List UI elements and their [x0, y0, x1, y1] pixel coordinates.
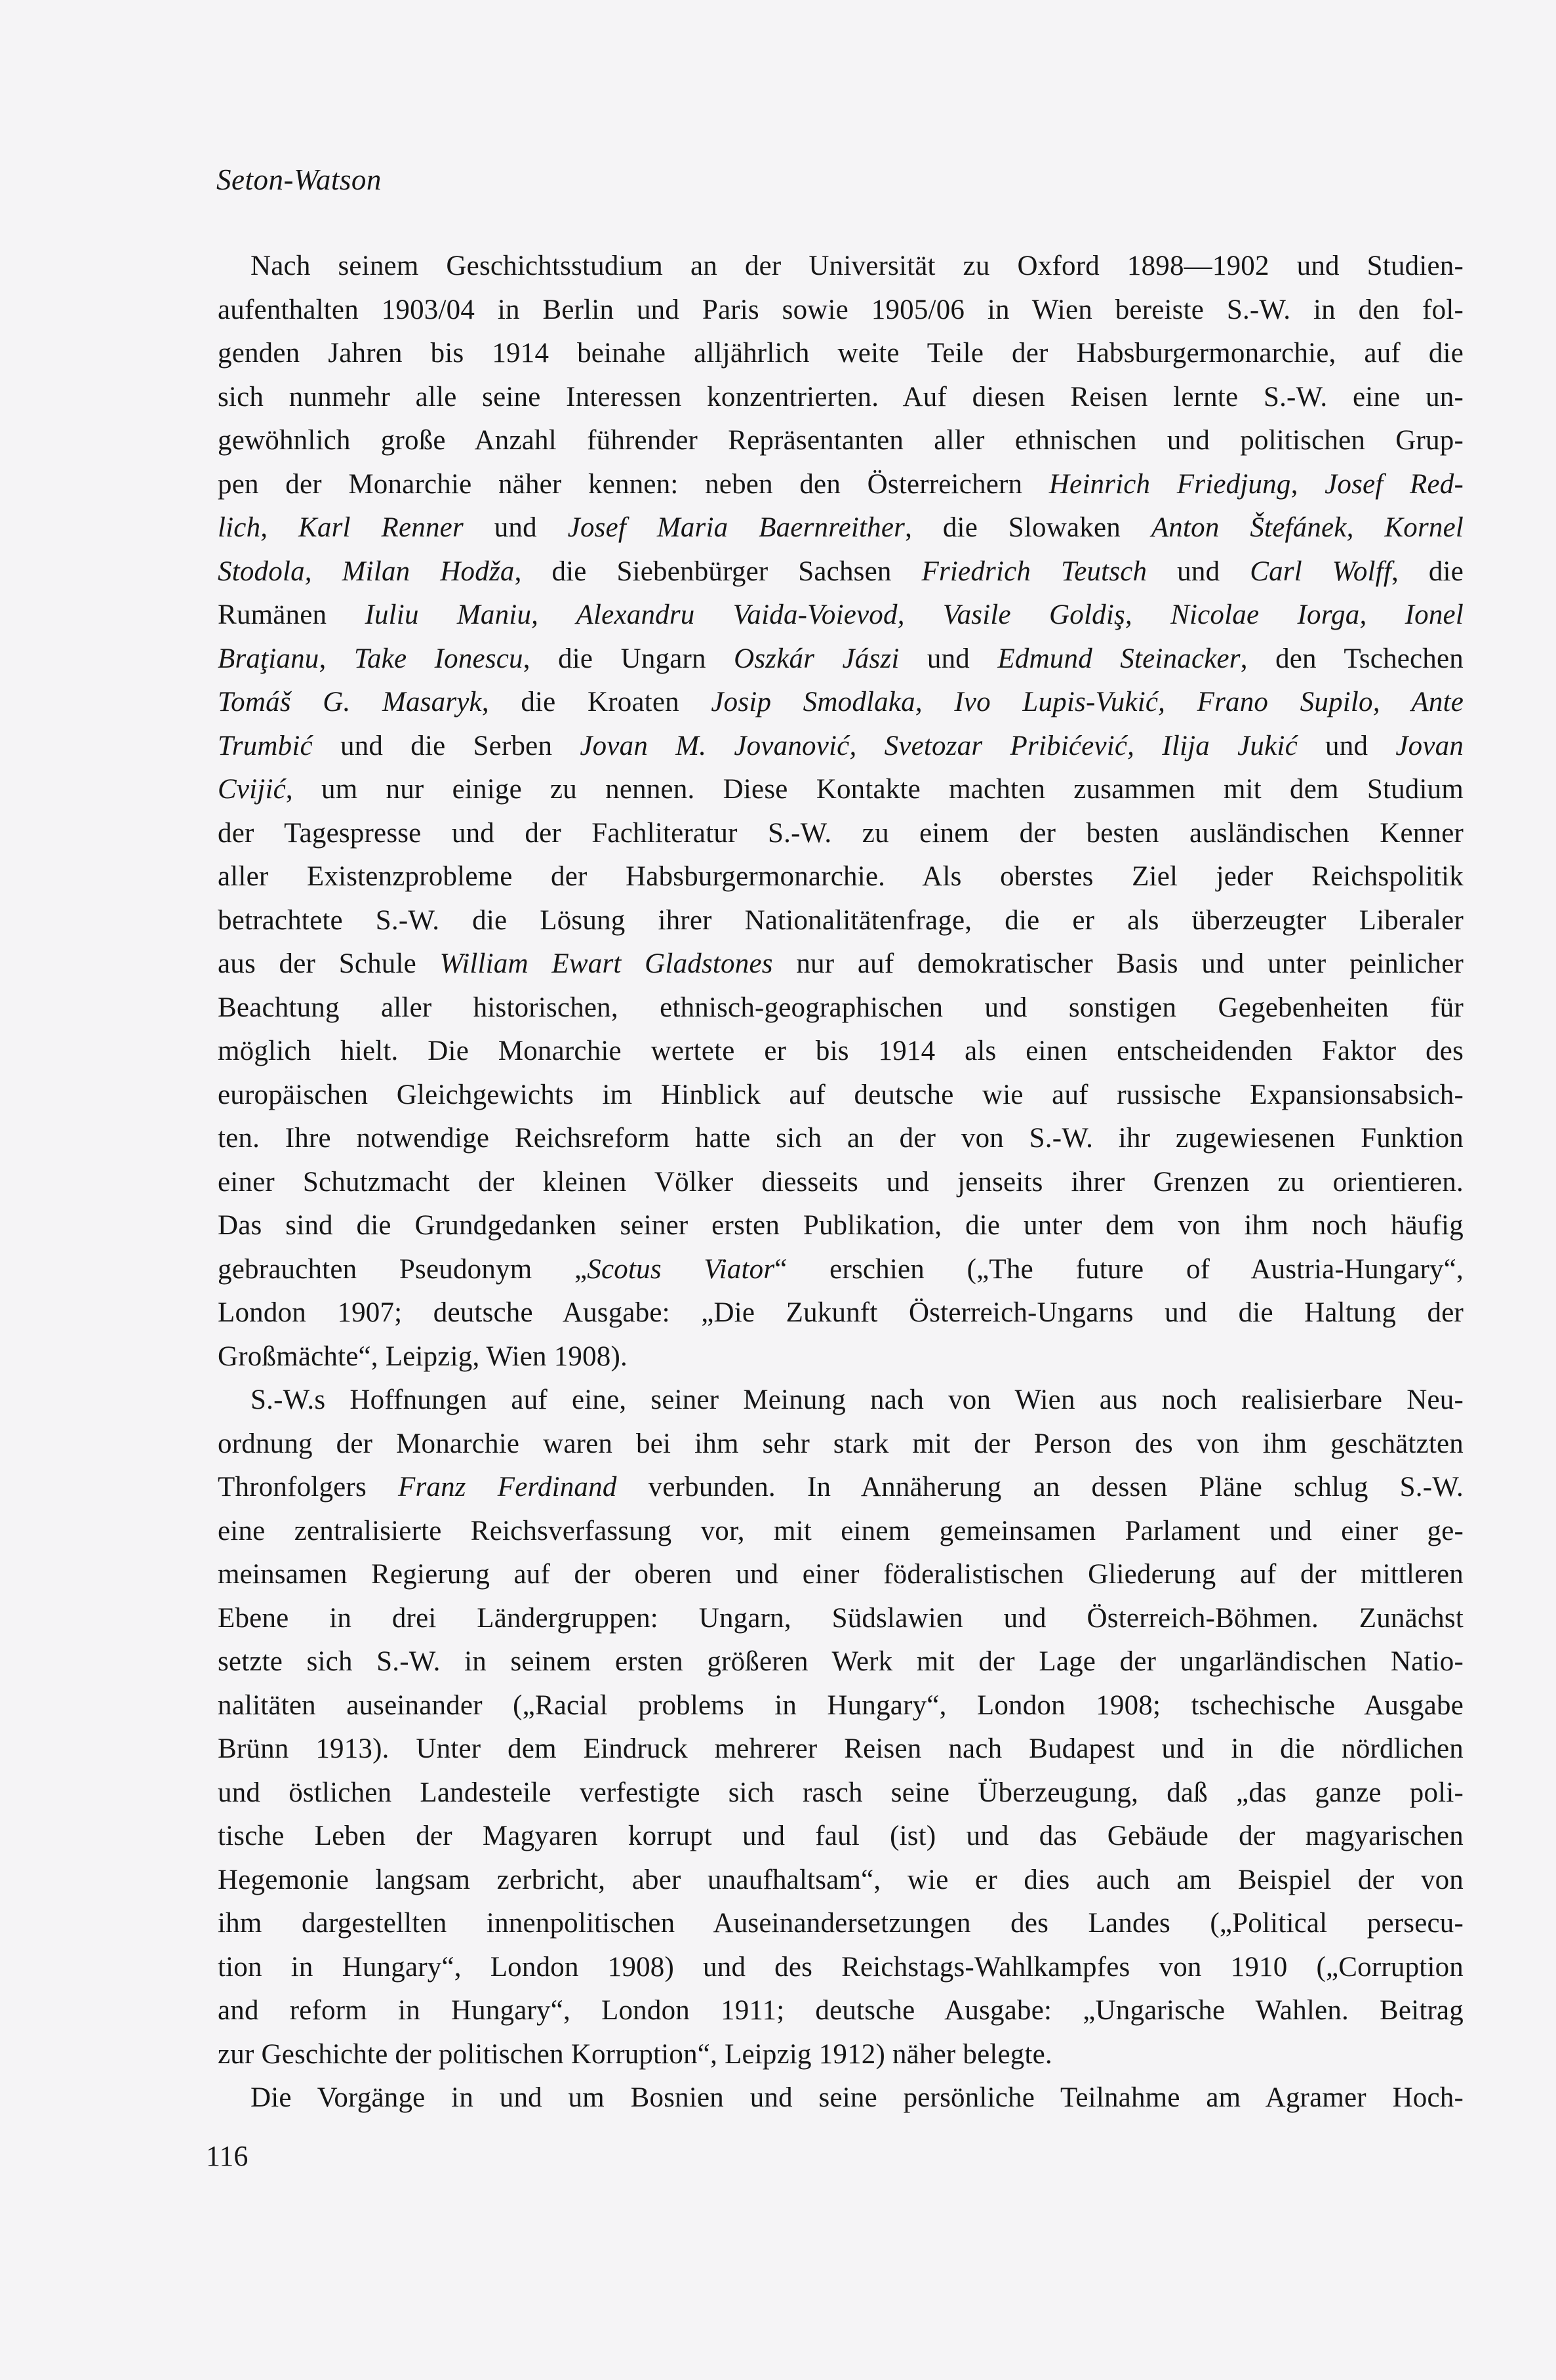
- text-segment: und: [899, 643, 998, 674]
- italic-text-segment: Jovan M. Jovanović, Svetozar Pribićević, Ilija Jukić: [580, 730, 1298, 761]
- text-segment: und die Serben: [312, 730, 580, 761]
- text-segment: ordnung der Monarchie waren bei ihm sehr stark mit der Person des von ihm geschätzten: [218, 1428, 1464, 1459]
- text-segment: , die Ungarn: [523, 643, 734, 674]
- text-line: [218, 1989, 1464, 2033]
- text-line: [218, 855, 1464, 899]
- text-line: [218, 1074, 1464, 1118]
- text-line: [218, 1946, 1464, 1990]
- text-line: [218, 1815, 1464, 1859]
- text-line: [218, 1859, 1464, 1903]
- text-segment: und: [1147, 555, 1250, 587]
- text-segment: S.-W.s Hoffnungen auf eine, seiner Meinung nach von Wien aus noch realisierbare Neu-: [250, 1384, 1464, 1415]
- text-segment: pen der Monarchie näher kennen: neben den Österreichern: [218, 468, 1049, 500]
- text-segment: aller Existenzprobleme der Habsburgermonarchie. Als oberstes Ziel jeder Reichspolitik: [218, 861, 1464, 892]
- text-segment: , die Siebenbürger Sachsen: [514, 555, 922, 587]
- text-line: [218, 1771, 1464, 1815]
- text-segment: verbunden. In Annäherung an dessen Pläne schlug S.-W.: [616, 1472, 1464, 1503]
- text-segment: Die Vorgänge in und um Bosnien und seine persönliche Teilnahme am Agramer Hoch-: [250, 2082, 1464, 2113]
- text-line: [218, 681, 1464, 725]
- text-line: [218, 506, 1464, 550]
- text-block: [218, 245, 1464, 2120]
- text-segment: gewöhnlich große Anzahl führender Repräsentanten aller ethnischen und politischen Grup-: [218, 425, 1464, 456]
- text-segment: , um nur einige zu nennen. Diese Kontakte machten zusammen mit dem Studium: [285, 774, 1464, 805]
- text-segment: setzte sich S.-W. in seinem ersten größeren Werk mit der Lage der ungarländischen Natio-: [218, 1646, 1464, 1677]
- text-segment: und östlichen Landesteile verfestigte sich rasch seine Überzeugung, daß „das ganze poli-: [218, 1777, 1464, 1808]
- text-segment: meinsamen Regierung auf der oberen und einer föderalistischen Gliederung auf der mittleren: [218, 1559, 1464, 1590]
- text-segment: tion in Hungary“, London 1908) und des Reichstags-Wahlkampfes von 1910 („Corruption: [218, 1951, 1464, 1983]
- text-line: [218, 289, 1464, 333]
- page-number: 116: [206, 2140, 249, 2172]
- text-line: [218, 1727, 1464, 1771]
- text-segment: Thronfolgers: [218, 1472, 398, 1503]
- text-line: [218, 1466, 1464, 1510]
- text-segment: Rumänen: [218, 599, 365, 630]
- text-line: [218, 725, 1464, 769]
- text-segment: ten. Ihre notwendige Reichsreform hatte sich an der von S.-W. ihr zugewiesenen Funktion: [218, 1123, 1464, 1154]
- text-segment: sich nunmehr alle seine Interessen konzentrierten. Auf diesen Reisen lernte S.-W. eine un-: [218, 381, 1464, 413]
- text-segment: und: [1297, 730, 1396, 761]
- text-line: [218, 1640, 1464, 1684]
- text-line: [218, 1030, 1464, 1074]
- text-segment: zur Geschichte der politischen Korruption“, Leipzig 1912) näher belegte.: [218, 2038, 1052, 2070]
- text-segment: genden Jahren bis 1914 beinahe alljährlich weite Teile der Habsburgermonarchie, auf die: [218, 338, 1464, 369]
- text-segment: nur auf demokratischer Basis und unter peinlicher: [772, 948, 1464, 979]
- italic-text-segment: Stodola, Milan Hodža: [218, 555, 515, 587]
- text-line: [218, 1248, 1464, 1292]
- italic-text-segment: Jovan: [1395, 730, 1464, 761]
- text-line: [218, 550, 1464, 594]
- text-line: [218, 1553, 1464, 1597]
- italic-text-segment: Franz Ferdinand: [397, 1472, 617, 1503]
- text-segment: , die Slowaken: [905, 512, 1151, 543]
- text-line: [218, 1117, 1464, 1161]
- text-line: [218, 942, 1464, 986]
- text-line: [218, 637, 1464, 681]
- italic-text-segment: Friedrich Teutsch: [921, 555, 1147, 587]
- text-segment: gebrauchten Pseudonym „: [218, 1253, 588, 1285]
- italic-text-segment: William Ewart Gladstones: [439, 948, 773, 979]
- text-segment: , die: [1391, 555, 1464, 587]
- italic-text-segment: Edmund Steinacker: [997, 643, 1241, 674]
- text-segment: Ebene in drei Ländergruppen: Ungarn, Südslawien und Österreich-Böhmen. Zunächst: [218, 1602, 1464, 1634]
- text-segment: Das sind die Grundgedanken seiner ersten Publikation, die unter dem von ihm noch häufig: [218, 1210, 1464, 1241]
- text-segment: Hegemonie langsam zerbricht, aber unaufhaltsam“, wie er dies auch am Beispiel der von: [218, 1864, 1464, 1895]
- italic-text-segment: Braţianu, Take Ionescu: [218, 643, 523, 674]
- text-line: [218, 2033, 1464, 2077]
- text-segment: London 1907; deutsche Ausgabe: „Die Zukunft Österreich-Ungarns und die Haltung der: [218, 1297, 1464, 1328]
- text-line: [218, 245, 1464, 289]
- italic-text-segment: Cvijić: [218, 774, 286, 805]
- text-segment: aufenthalten 1903/04 in Berlin und Paris sowie 1905/06 in Wien bereiste S.-W. in den fol-: [218, 294, 1464, 325]
- text-line: [218, 899, 1464, 943]
- text-segment: einer Schutzmacht der kleinen Völker diesseits und jenseits ihrer Grenzen zu orientieren.: [218, 1166, 1464, 1198]
- text-segment: und: [463, 512, 568, 543]
- running-header: Seton-Watson: [216, 163, 382, 196]
- text-segment: Großmächte“, Leipzig, Wien 1908).: [218, 1341, 628, 1372]
- text-line: [218, 812, 1464, 856]
- text-segment: , den Tschechen: [1240, 643, 1464, 674]
- text-line: [218, 1335, 1464, 1379]
- italic-text-segment: Josip Smodlaka, Ivo Lupis-Vukić, Frano Supilo, Ante: [711, 687, 1464, 717]
- text-line: [218, 463, 1464, 507]
- text-segment: Brünn 1913). Unter dem Eindruck mehrerer Reisen nach Budapest und in die nördlichen: [218, 1733, 1464, 1764]
- text-line: [218, 332, 1464, 376]
- text-line: [218, 1422, 1464, 1466]
- text-line: [218, 594, 1464, 637]
- text-segment: and reform in Hungary“, London 1911; deutsche Ausgabe: „Ungarische Wahlen. Beitrag: [218, 1995, 1464, 2026]
- text-line: [218, 1379, 1464, 1422]
- italic-text-segment: Anton Štefánek, Kornel: [1151, 512, 1464, 543]
- text-segment: Nach seinem Geschichtsstudium an der Universität zu Oxford 1898—1902 und Studien-: [250, 251, 1464, 281]
- italic-text-segment: Tomáš G. Masaryk: [218, 687, 482, 717]
- text-line: [218, 1291, 1464, 1335]
- italic-text-segment: Iuliu Maniu, Alexandru Vaida-Voievod, Vasile Goldiş, Nicolae Iorga, Ionel: [365, 599, 1464, 630]
- text-segment: betrachtete S.-W. die Lösung ihrer Nationalitätenfrage, die er als überzeugter Liberaler: [218, 904, 1464, 936]
- text-segment: ihm dargestellten innenpolitischen Auseinandersetzungen des Landes („Political persecu-: [218, 1908, 1464, 1939]
- text-segment: der Tagespresse und der Fachliteratur S.-W. zu einem der besten ausländischen Kenner: [218, 817, 1464, 849]
- text-line: [218, 1684, 1464, 1728]
- italic-text-segment: Oszkár Jászi: [734, 643, 900, 674]
- italic-text-segment: Carl Wolff: [1250, 555, 1391, 587]
- text-segment: “ erschien („The future of Austria-Hungary“,: [774, 1253, 1464, 1285]
- text-line: [218, 2076, 1464, 2120]
- text-line: [218, 1902, 1464, 1946]
- text-segment: europäischen Gleichgewichts im Hinblick auf deutsche wie auf russische Expansionsabsich-: [218, 1079, 1464, 1110]
- text-line: [218, 1510, 1464, 1554]
- italic-text-segment: Josef Maria Baernreither: [567, 512, 906, 543]
- text-segment: Beachtung aller historischen, ethnisch-geographischen und sonstigen Gegebenheiten für: [218, 992, 1464, 1023]
- italic-text-segment: Scotus Viator: [587, 1253, 775, 1285]
- text-segment: nalitäten auseinander („Racial problems in Hungary“, London 1908; tschechische Ausgabe: [218, 1689, 1464, 1721]
- italic-text-segment: lich, Karl Renner: [218, 512, 464, 543]
- italic-text-segment: Trumbić: [218, 730, 313, 761]
- text-segment: eine zentralisierte Reichsverfassung vor, mit einem gemeinsamen Parlament und einer ge-: [218, 1515, 1464, 1546]
- text-line: [218, 768, 1464, 812]
- text-segment: aus der Schule: [218, 948, 440, 979]
- text-segment: , die Kroaten: [481, 687, 711, 717]
- text-line: [218, 419, 1464, 463]
- text-line: [218, 376, 1464, 420]
- text-line: [218, 1597, 1464, 1641]
- italic-text-segment: Heinrich Friedjung, Josef Red-: [1048, 468, 1464, 500]
- text-segment: tische Leben der Magyaren korrupt und faul (ist) und das Gebäude der magyarischen: [218, 1821, 1464, 1851]
- text-line: [218, 1204, 1464, 1248]
- text-segment: möglich hielt. Die Monarchie wertete er bis 1914 als einen entscheidenden Faktor des: [218, 1036, 1464, 1066]
- text-line: [218, 986, 1464, 1030]
- text-line: [218, 1161, 1464, 1205]
